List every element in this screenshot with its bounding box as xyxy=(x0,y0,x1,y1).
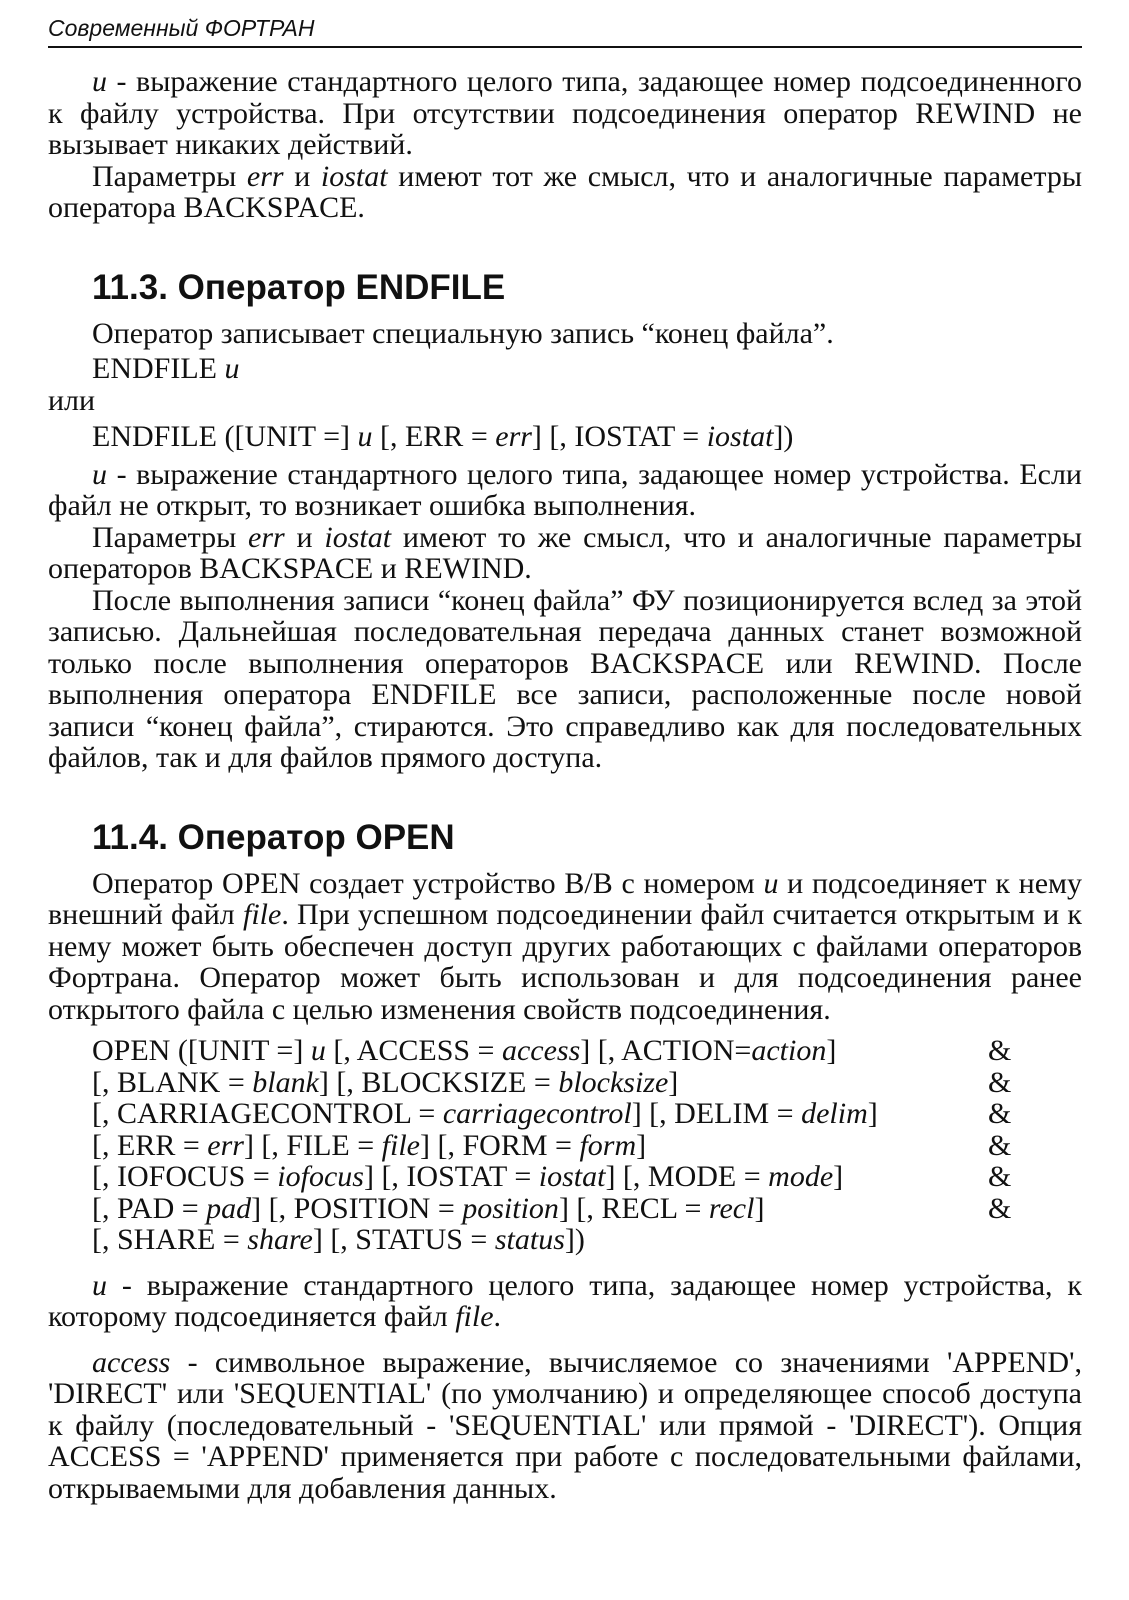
or-label: или xyxy=(48,384,96,417)
continuation-mark: & xyxy=(988,1097,1012,1130)
open-syntax-line-6: [, PAD = pad] [, POSITION = position] [, RECL = recl] & xyxy=(92,1191,1012,1225)
section-heading-open: 11.4. Оператор OPEN xyxy=(92,817,455,857)
continuation-mark: & xyxy=(988,1191,1012,1225)
continuation-mark: & xyxy=(988,1034,1012,1067)
continuation-mark: & xyxy=(988,1160,1012,1193)
endfile-intro: Оператор записывает специальную запись “конец файла”. xyxy=(92,316,834,350)
page-header: Современный ФОРТРАН xyxy=(48,14,1082,48)
rewind-unit-paragraph: u - выражение стандартного целого типа, задающее номер подсоединенного к файлу устройства. При отсутствии подсоединения оператор REWIND не вызывает никаких действий. xyxy=(48,65,1082,161)
endfile-syntax-short: ENDFILE u xyxy=(92,352,240,385)
continuation-mark: & xyxy=(988,1128,1012,1162)
section-heading-endfile: 11.3. Оператор ENDFILE xyxy=(92,267,506,307)
open-syntax-line-2: [, BLANK = blank] [, BLOCKSIZE = blocksize] & xyxy=(92,1065,1012,1099)
open-syntax-line-7: [, SHARE = share] [, STATUS = status]) xyxy=(92,1223,585,1256)
endfile-params-paragraph: Параметры err и iostat имеют то же смысл, что и аналогичные параметры операторов BACKSPACE и REWIND. xyxy=(48,520,1082,585)
rewind-params-paragraph: Параметры err и iostat имеют тот же смысл, что и аналогичные параметры оператора BACKSPACE. xyxy=(48,159,1082,224)
endfile-after-paragraph: После выполнения записи “конец файла” ФУ позиционируется вслед за этой записью. Дальнейшая последовательная передача данных станет возможной только после выполнения операторов BACKSPACE или REWIND. После выполнения оператора ENDFILE все записи, расположенные после новой записи “конец файла”, стираются. Это справедливо как для последовательных файлов, так и для файлов прямого доступа. xyxy=(48,583,1082,774)
open-syntax-line-3: [, CARRIAGECONTROL = carriagecontrol] [, DELIM = delim] & xyxy=(92,1097,1012,1130)
open-syntax-line-4: [, ERR = err] [, FILE = file] [, FORM = form] & xyxy=(92,1128,1012,1162)
open-syntax-block xyxy=(92,1035,1082,1256)
endfile-syntax-full: ENDFILE ([UNIT =] u [, ERR = err] [, IOSTAT = iostat]) xyxy=(92,419,794,453)
page-content xyxy=(48,66,1082,1504)
open-unit-paragraph: u - выражение стандартного целого типа, задающее номер устройства, к которому подсоединяется файл file. xyxy=(48,1268,1082,1333)
open-syntax-line-1: OPEN ([UNIT =] u [, ACCESS = access] [, ACTION=action] & xyxy=(92,1034,1012,1067)
open-access-paragraph: access - символьное выражение, вычисляемое со значениями 'APPEND', 'DIRECT' или 'SEQUENTIAL' (по умолчанию) и определяющее способ доступа к файлу (последовательный - 'SEQUENTIAL' или прямой - 'DIRECT'). Опция ACCESS = 'APPEND' применяется при работе с последовательными файлами, открываемыми для добавления данных. xyxy=(48,1345,1082,1505)
open-intro-paragraph: Оператор OPEN создает устройство В/В с номером u и подсоединяет к нему внешний файл file. При успешном подсоединении файл считается открытым и к нему может быть обеспечен доступ других работающих с файлами операторов Фортрана. Оператор может быть использован и для подсоединения ранее открытого файла с целью изменения свойств подсоединения. xyxy=(48,866,1082,1026)
continuation-mark: & xyxy=(988,1065,1012,1099)
open-syntax-line-5: [, IOFOCUS = iofocus] [, IOSTAT = iostat] [, MODE = mode] & xyxy=(92,1160,1012,1193)
endfile-unit-paragraph: u - выражение стандартного целого типа, задающее номер устройства. Если файл не открыт, то возникает ошибка выполнения. xyxy=(48,457,1082,522)
